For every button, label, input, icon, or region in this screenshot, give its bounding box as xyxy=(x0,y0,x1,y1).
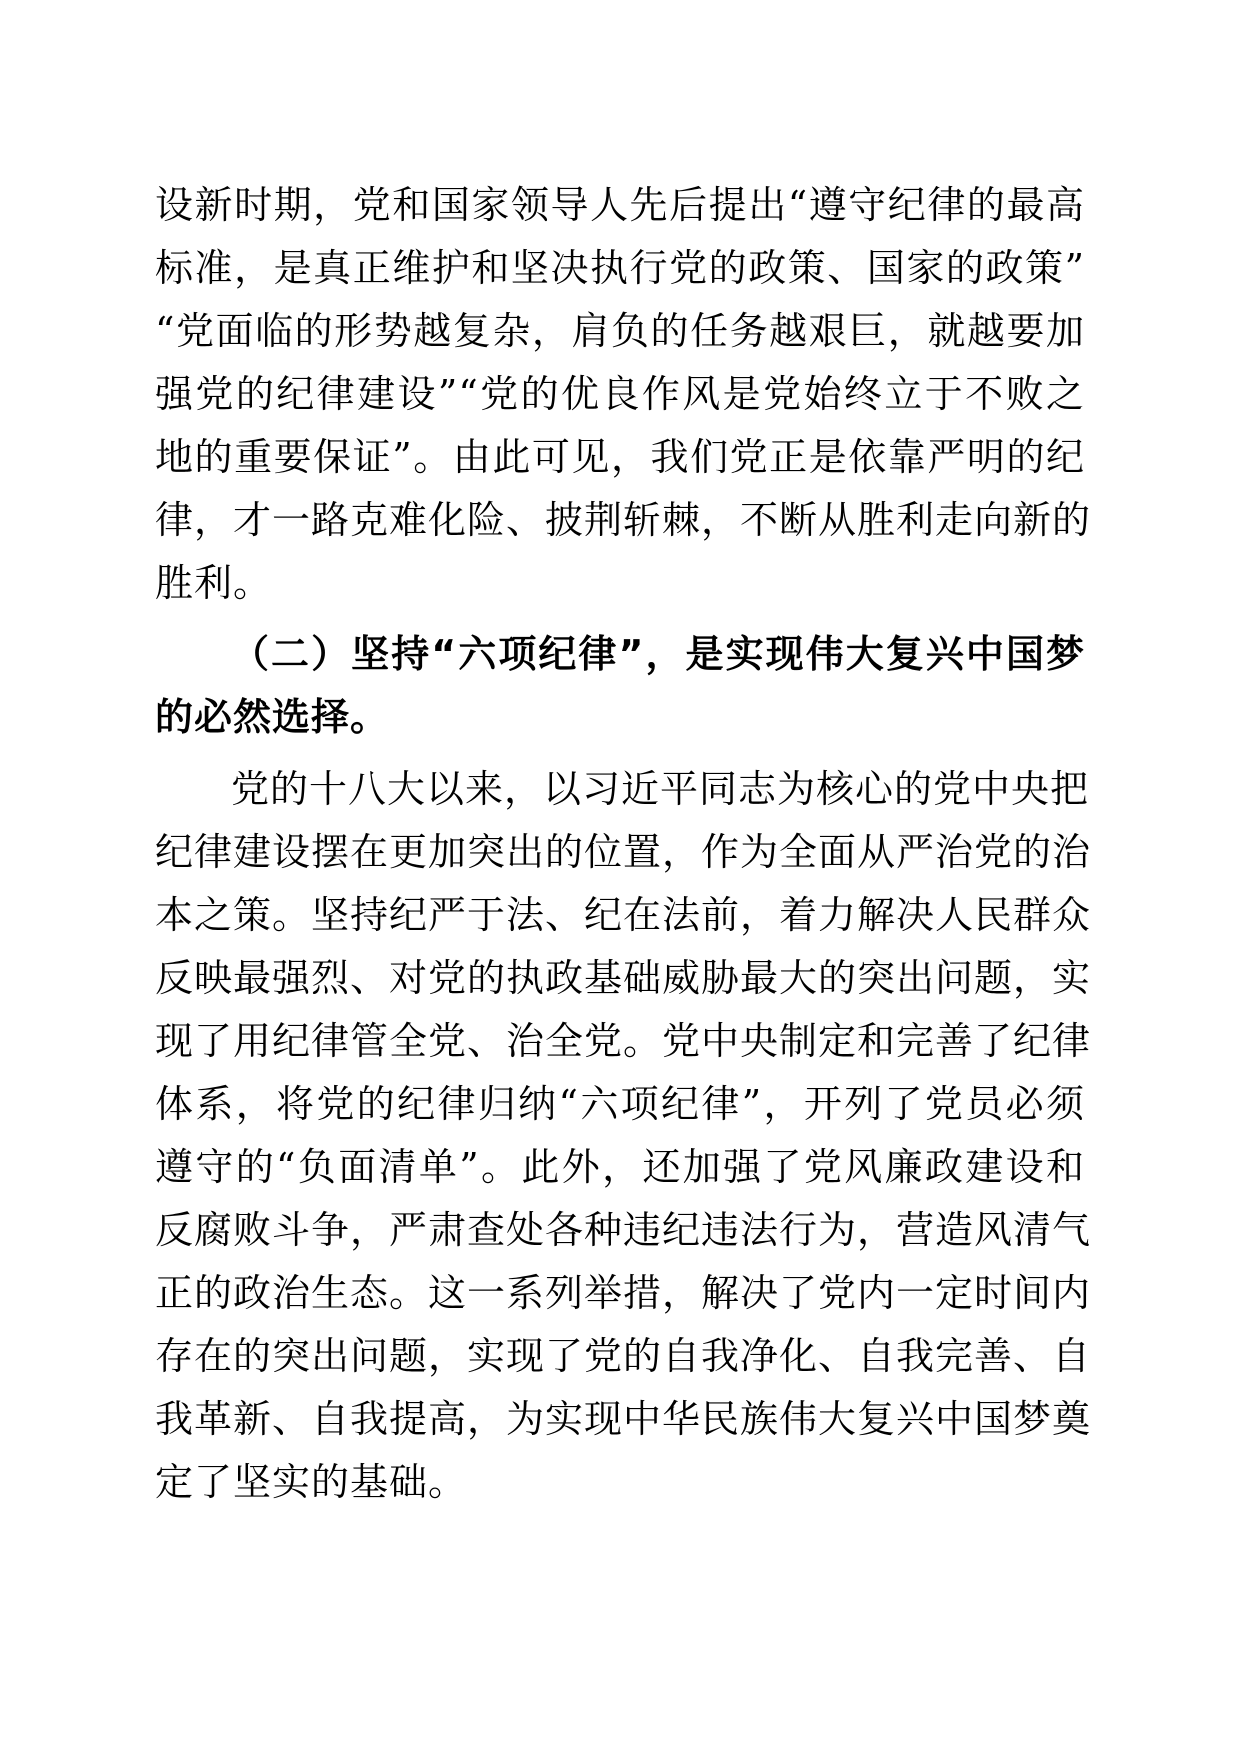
paragraph-1-line-2: 标准，是真正维护和坚决执行党的政策、国家的政策” xyxy=(155,246,1085,290)
paragraph-2-line-9: 正的政治生态。这一系列举措，解决了党内一定时间内 xyxy=(155,1271,1092,1315)
section-heading-line-1: （二）坚持“六项纪律”，是实现伟大复兴中国梦 xyxy=(231,632,1085,676)
paragraph-2-line-10: 存在的突出问题，实现了党的自我净化、自我完善、自 xyxy=(155,1334,1092,1378)
paragraph-1-line-7: 胜利。 xyxy=(155,561,273,605)
paragraph-2-line-3: 本之策。坚持纪严于法、纪在法前，着力解决人民群众 xyxy=(155,893,1092,937)
paragraph-2-line-2: 纪律建设摆在更加突出的位置，作为全面从严治党的治 xyxy=(155,830,1092,874)
paragraph-2-line-12: 定了坚实的基础。 xyxy=(155,1460,468,1504)
paragraph-2-line-8: 反腐败斗争，严肃查处各种违纪违法行为，营造风清气 xyxy=(155,1208,1092,1252)
paragraph-1-line-6: 律，才一路克难化险、披荆斩棘，不断从胜利走向新的 xyxy=(155,498,1092,542)
paragraph-2-line-7: 遵守的“负面清单”。此外，还加强了党风廉政建设和 xyxy=(155,1145,1085,1189)
paragraph-2-line-6: 体系，将党的纪律归纳“六项纪律”，开列了党员必须 xyxy=(155,1082,1085,1126)
section-heading-line-2: 的必然选择。 xyxy=(155,695,390,739)
paragraph-2-line-4: 反映最强烈、对党的执政基础威胁最大的突出问题，实 xyxy=(155,956,1092,1000)
paragraph-1-line-1: 设新时期，党和国家领导人先后提出“遵守纪律的最高 xyxy=(155,183,1085,227)
paragraph-2-line-1: 党的十八大以来，以习近平同志为核心的党中央把 xyxy=(231,767,1090,811)
paragraph-1-line-5: 地的重要保证”。由此可见，我们党正是依靠严明的纪 xyxy=(155,435,1085,479)
paragraph-1-line-4: 强党的纪律建设”“党的优良作风是党始终立于不败之 xyxy=(155,372,1085,416)
paragraph-1-line-3: “党面临的形势越复杂，肩负的任务越艰巨，就越要加 xyxy=(155,309,1085,353)
paragraph-2-line-11: 我革新、自我提高，为实现中华民族伟大复兴中国梦奠 xyxy=(155,1397,1092,1441)
paragraph-2-line-5: 现了用纪律管全党、治全党。党中央制定和完善了纪律 xyxy=(155,1019,1092,1063)
